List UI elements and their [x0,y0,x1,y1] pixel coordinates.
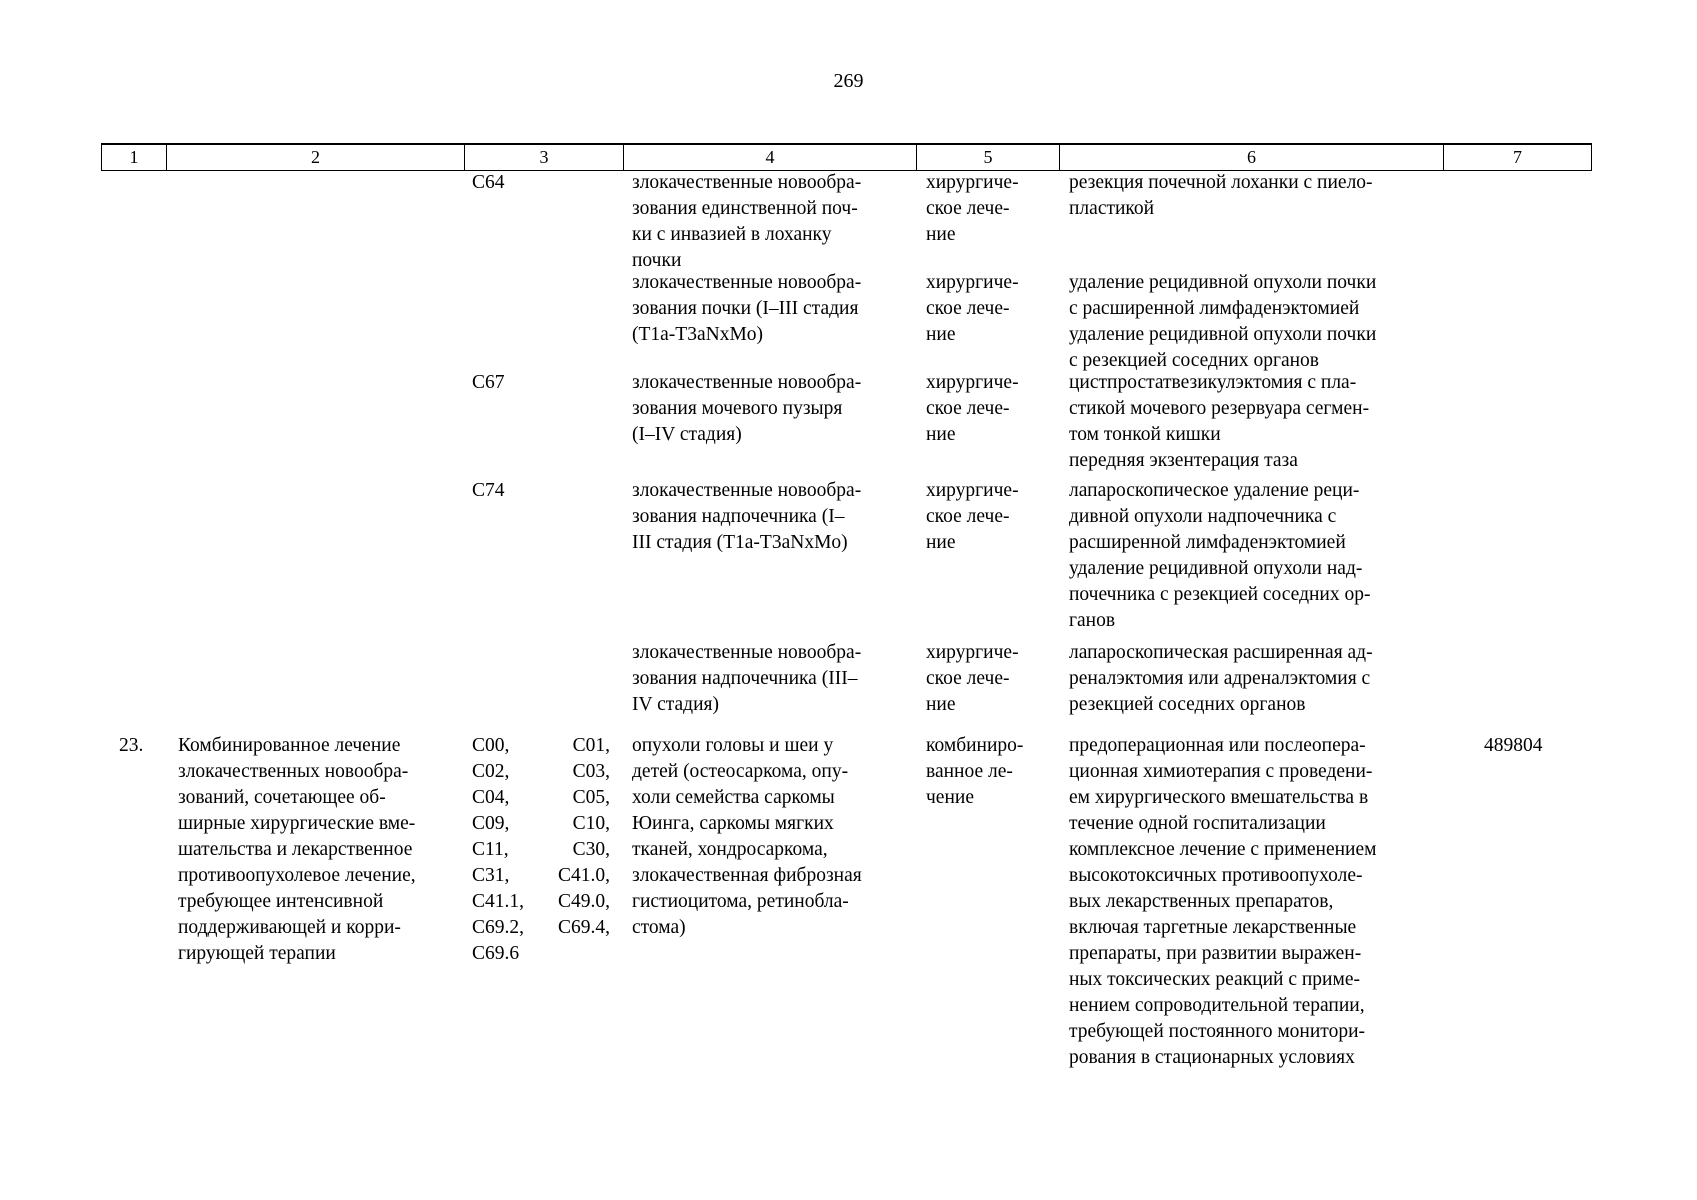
treatment-type: хирургиче- ское лече- ние [926,372,1019,445]
column-number-7: 7 [1444,144,1592,171]
column-number-3: 3 [465,144,624,171]
treatment-type: хирургиче- ское лече- ние [926,272,1019,345]
care-type-name: Комбинированное лечение злокачественных новообра- зований, сочетающее об- ширные хирургические вме- шательства и лекарственное противоопухолевое лечение, требующее интенсивной поддерживающей и корри- гирующей терапии [178,735,416,964]
row-number: 23. [119,735,144,756]
diagnosis-text: злокачественные новообра- зования почки (I–III стадия (T1a-T3aNxMo) [632,272,862,345]
cost-value: 489804 [1484,735,1543,756]
treatment-method: удаление рецидивной опухоли почки с расширенной лимфаденэктомией удаление рецидивной опухоли почки с резекцией соседних органов [1069,272,1377,371]
treatment-type: хирургиче- ское лече- ние [926,172,1019,245]
treatment-type: хирургиче- ское лече- ние [926,480,1019,553]
icd-code: C67 [472,372,505,393]
diagnosis-text: злокачественные новообра- зования надпочечника (I– III стадия (T1a-T3aNxMo) [632,480,862,553]
column-header-row [101,143,1592,171]
diagnosis-text: злокачественные новообра- зования мочевого пузыря (I–IV стадия) [632,372,862,445]
icd-code-list: C00, C01, C02, C03, C04, C05, C09, C10, C11, C30, C31, C41.0, C41.1, C49.0, C69.2, C69.4, C69.6 [472,735,610,964]
treatment-method: лапароскопическая расширенная ад- реналэктомия или адреналэктомия с резекцией соседних органов [1069,642,1373,715]
column-number-5: 5 [917,144,1060,171]
icd-code: C74 [472,480,505,501]
treatment-type: хирургиче- ское лече- ние [926,642,1019,715]
icd-code: C64 [472,172,505,193]
column-number-1: 1 [102,144,167,171]
diagnosis-text: злокачественные новообра- зования единственной поч- ки с инвазией в лоханку почки [632,172,862,271]
diagnosis-text: злокачественные новообра- зования надпочечника (III– IV стадия) [632,642,862,715]
treatment-method: предоперационная или послеопера- ционная химиотерапия с проведени- ем хирургического вмешательства в течение одной госпитализации комплексное лечение с применением высокотоксичных противоопухоле- вых лекарственных препаратов, включая таргетные лекарственные препараты, при развитии выражен- ных токсических реакций с приме- нением сопроводительной терапии, требующей постоянного монитори- рования в стационарных условиях [1069,735,1377,1068]
treatment-method: цистпростатвезикулэктомия с пла- стикой мочевого резервуара сегмен- том тонкой кишки передняя экзентерация таза [1069,372,1370,471]
column-number-2: 2 [167,144,465,171]
page-number: 269 [833,70,864,92]
diagnosis-text: опухоли головы и шеи у детей (остеосаркома, опу- холи семейства саркомы Юинга, саркомы мягких тканей, хондросаркома, злокачественная фиброзная гистиоцитома, ретинобла- стома) [632,735,862,938]
treatment-method: резекция почечной лоханки с пиело- пластикой [1069,172,1373,219]
column-number-4: 4 [624,144,917,171]
column-number-6: 6 [1060,144,1444,171]
treatment-method: лапароскопическое удаление реци- дивной опухоли надпочечника с расширенной лимфаденэктомией удаление рецидивной опухоли над- почечника с резекцией соседних ор- ганов [1069,480,1371,631]
treatment-type: комбиниро- ванное ле- чение [926,735,1024,808]
